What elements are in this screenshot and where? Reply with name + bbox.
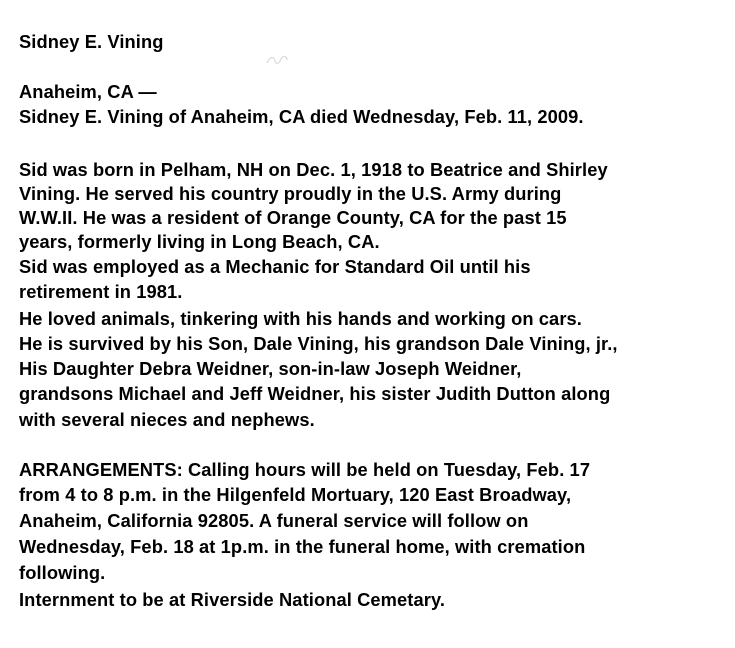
obituary-dateline: Anaheim, CA — [19, 81, 157, 102]
obituary-line: ARRANGEMENTS: Calling hours will be held on Tuesday, Feb. 17 [19, 459, 591, 480]
obituary-line: grandsons Michael and Jeff Weidner, his sister Judith Dutton along [19, 383, 611, 404]
obituary-line: He loved animals, tinkering with his hands and working on cars. [19, 308, 582, 329]
obituary-line: from 4 to 8 p.m. in the Hilgenfeld Mortuary, 120 East Broadway, [19, 484, 572, 505]
obituary-line: with several nieces and nephews. [19, 409, 315, 430]
obituary-line: Internment to be at Riverside National Cemetary. [19, 589, 446, 610]
faint-stamp-mark [264, 52, 290, 68]
obituary-line: years, formerly living in Long Beach, CA. [19, 231, 380, 252]
obituary-line: His Daughter Debra Weidner, son-in-law Joseph Weidner, [19, 358, 522, 379]
obituary-line: following. [19, 562, 106, 583]
obituary-line: Anaheim, California 92805. A funeral service will follow on [19, 510, 529, 531]
obituary-line: Vining. He served his country proudly in the U.S. Army during [19, 183, 562, 204]
obituary-line: Sid was born in Pelham, NH on Dec. 1, 1918 to Beatrice and Shirley [19, 159, 608, 180]
obituary-line: He is survived by his Son, Dale Vining, his grandson Dale Vining, jr., [19, 333, 618, 354]
obituary-line: Sid was employed as a Mechanic for Standard Oil until his [19, 256, 531, 277]
obituary-line: W.W.II. He was a resident of Orange County, CA for the past 15 [19, 207, 567, 228]
obituary-line: retirement in 1981. [19, 281, 183, 302]
obituary-line: Sidney E. Vining of Anaheim, CA died Wednesday, Feb. 11, 2009. [19, 106, 584, 127]
obituary-line: Wednesday, Feb. 18 at 1p.m. in the funeral home, with cremation [19, 536, 586, 557]
obituary-heading: Sidney E. Vining [19, 31, 164, 52]
